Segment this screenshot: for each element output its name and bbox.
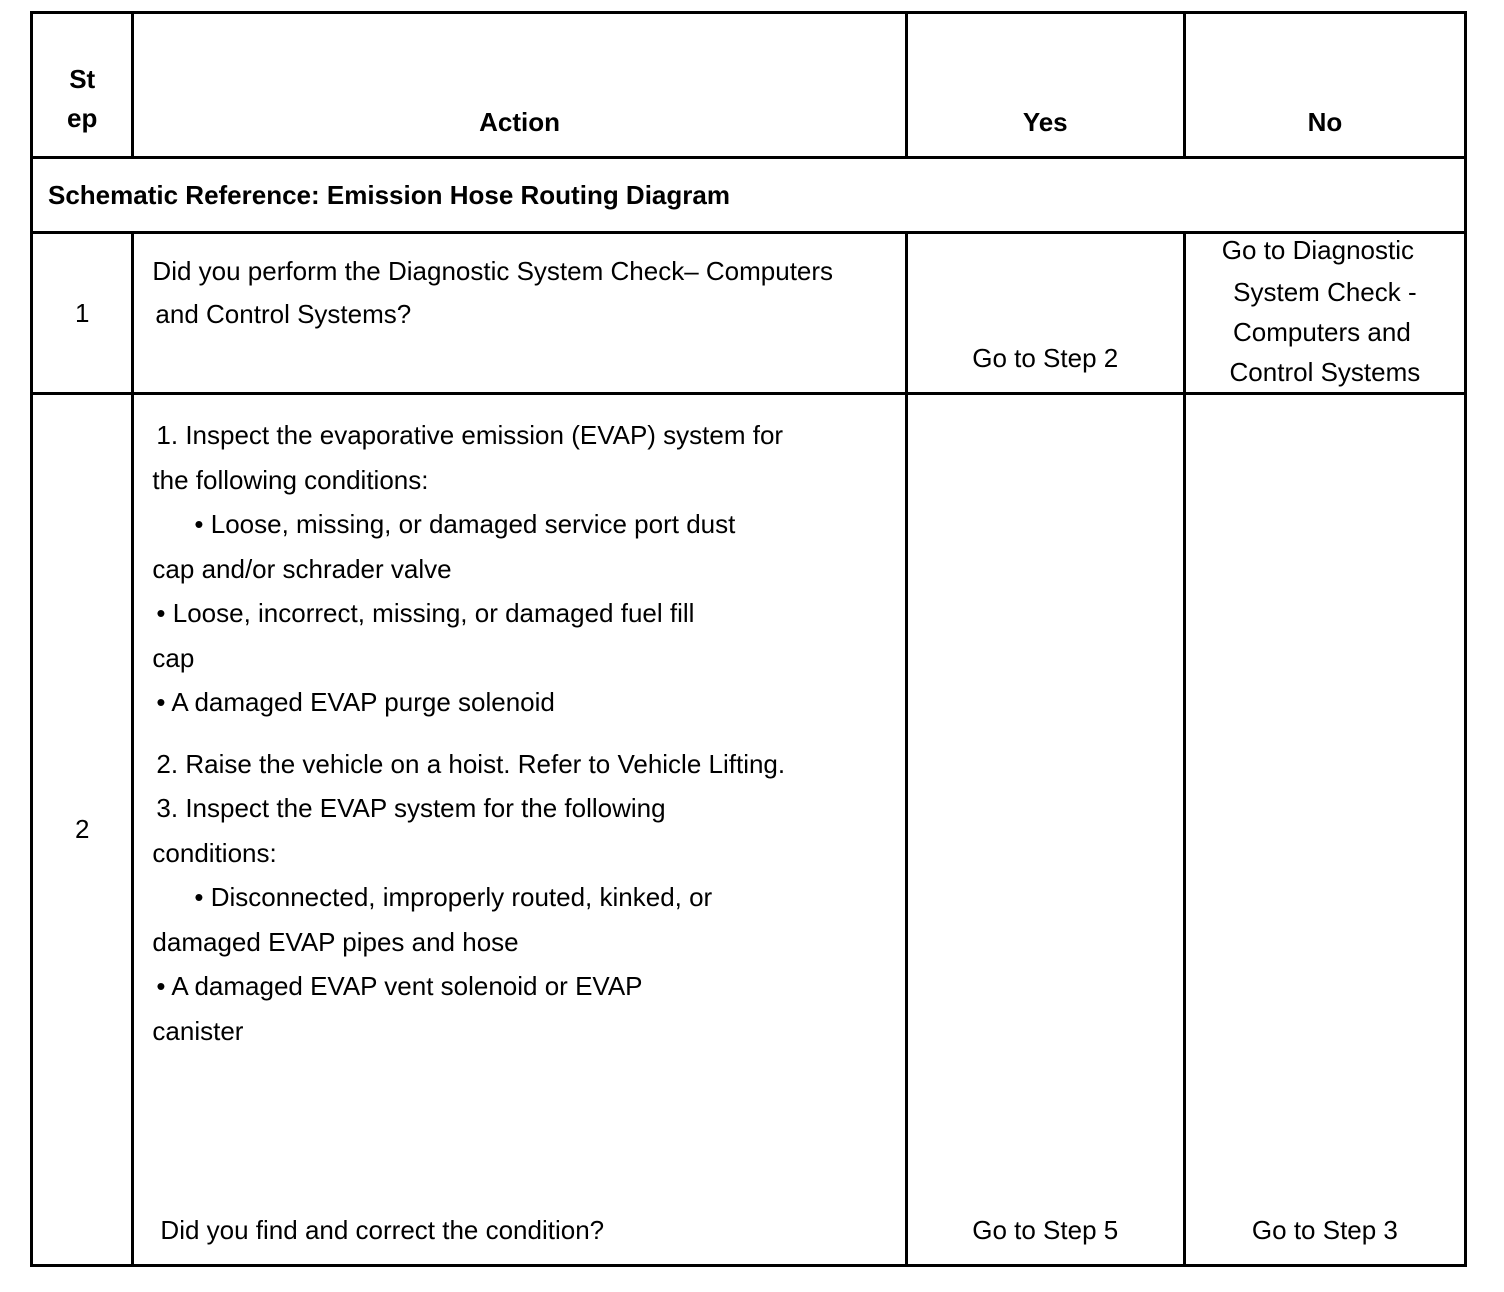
header-step bbox=[32, 13, 133, 158]
no-line: Control Systems bbox=[1229, 357, 1421, 387]
action-line: • A damaged EVAP vent solenoid or EVAP bbox=[156, 971, 643, 1001]
action-line: cap bbox=[152, 642, 195, 673]
action-line: damaged EVAP pipes and hose bbox=[152, 926, 519, 957]
header-step-line2: ep bbox=[67, 103, 98, 133]
no-line: System Check - bbox=[1233, 277, 1417, 307]
action-line: • Loose, incorrect, missing, or damaged fuel fill bbox=[156, 598, 695, 628]
action-line: cap and/or schrader valve bbox=[152, 553, 452, 584]
header-yes: Yes bbox=[906, 13, 1184, 158]
header-no: No bbox=[1184, 13, 1465, 158]
action-line: and Control Systems? bbox=[155, 299, 412, 329]
action-line: 2. Raise the vehicle on a hoist. Refer to Vehicle Lifting. bbox=[156, 748, 786, 779]
table-row bbox=[32, 394, 1466, 1266]
no-cell bbox=[1184, 233, 1465, 394]
action-line: 1. Inspect the evaporative emission (EVAP) system for bbox=[156, 420, 784, 450]
header-action: Action bbox=[133, 13, 906, 158]
action-line: the following conditions: bbox=[152, 464, 429, 495]
step-number: 2 bbox=[32, 394, 133, 1266]
no-line: Computers and bbox=[1233, 317, 1411, 347]
action-cell bbox=[133, 394, 906, 1266]
table-row bbox=[32, 233, 1466, 394]
action-line: • A damaged EVAP purge solenoid bbox=[156, 687, 555, 717]
action-line: 3. Inspect the EVAP system for the following bbox=[156, 793, 666, 823]
action-question: Did you find and correct the condition? bbox=[160, 1215, 605, 1245]
no-cell: Go to Step 3 bbox=[1184, 394, 1465, 1266]
header-row bbox=[32, 13, 1466, 158]
no-line: Go to Diagnostic bbox=[1221, 235, 1415, 265]
diagnostic-table bbox=[30, 11, 1467, 1267]
action-line: Did you perform the Diagnostic System Check– Computers bbox=[152, 256, 834, 286]
schematic-row bbox=[32, 158, 1466, 233]
yes-cell: Go to Step 2 bbox=[906, 233, 1184, 394]
action-line: • Disconnected, improperly routed, kinked, or bbox=[194, 882, 713, 912]
header-step-line1: St bbox=[69, 64, 96, 94]
step-number: 1 bbox=[32, 233, 133, 394]
action-line: canister bbox=[152, 1015, 244, 1046]
yes-cell: Go to Step 5 bbox=[906, 394, 1184, 1266]
action-line: conditions: bbox=[152, 837, 277, 868]
action-line: • Loose, missing, or damaged service port dust bbox=[194, 509, 736, 539]
action-cell bbox=[133, 233, 906, 394]
schematic-reference: Schematic Reference: Emission Hose Routing Diagram bbox=[32, 158, 1466, 233]
